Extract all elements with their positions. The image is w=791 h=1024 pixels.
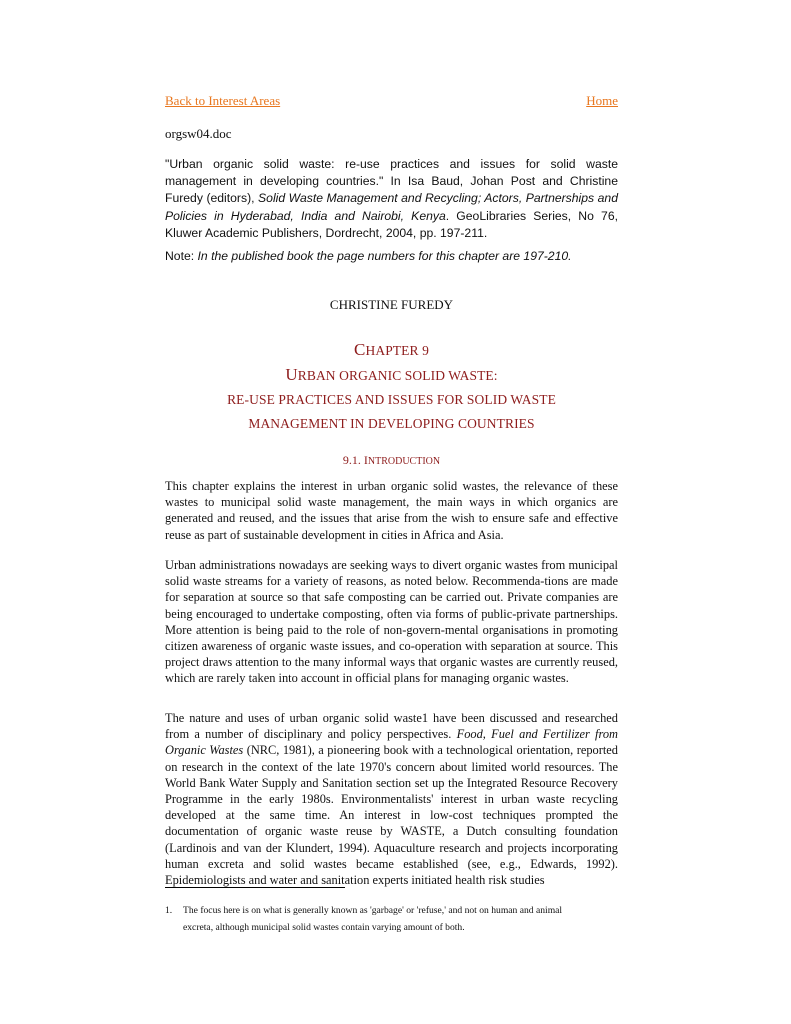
chapter-title-line-2: RE-USE PRACTICES AND ISSUES FOR SOLID WASTE: [227, 392, 556, 407]
page-number-note: [165, 248, 618, 265]
cited-book-title: Food, Fuel and Fertilizer from Organic Wastes: [165, 727, 619, 758]
note-label: Note:: [165, 249, 198, 263]
citation-book-title: Solid Waste Management and Recycling; Actors, Partnerships and Policies in Hyderabad, India and Nairobi, Kenya: [165, 191, 618, 223]
chapter-title-line-1: URBAN ORGANIC SOLID WASTE:: [285, 365, 498, 384]
chapter-title: [165, 338, 618, 436]
footnote-number: 1.: [165, 905, 173, 916]
footnote-divider: [165, 887, 345, 888]
footnote-line-1: The focus here is on what is generally known as 'garbage' or 'refuse,' and not on human and animal: [183, 905, 563, 916]
footnote-1: [165, 902, 618, 936]
note-text: In the published book the page numbers for this chapter are 197-210.: [197, 249, 572, 263]
navigation-row: [165, 92, 618, 110]
body-paragraph-2: Urban administrations nowadays are seeking ways to divert organic wastes from municipal solid waste streams for a variety of reasons, as noted below. Recommenda-tions are made for separation at source so that safe composting can be carried out. Private companies are being encouraged to undertake composting, often via forms of public-private partnerships. More attention is being paid to the role of non-govern-mental organisations in promoting citizen awareness of organic waste issues, and co-operation with separation at source. This project draws attention to the many informal ways that organic wastes are currently reused, which are rarely taken into account in official plans for managing organic wastes.: [165, 558, 618, 686]
citation-text-part2: . GeoLibraries Series, No 76, Kluwer Academic Publishers, Dordrecht, 2004, pp. 197-211.: [165, 208, 618, 240]
citation-paragraph: [165, 156, 618, 242]
chapter-title-line-3: MANAGEMENT IN DEVELOPING COUNTRIES: [248, 416, 535, 431]
back-to-interest-areas-link[interactable]: Back to Interest Areas: [165, 93, 281, 108]
document-filename: orgsw04.doc: [165, 126, 232, 141]
citation-text-part1: "Urban organic solid waste: re-use practices and issues for solid waste management in developing countries." In Isa Baud, Johan Post and Christine Furedy (editors),: [165, 157, 618, 206]
body-paragraph-3: The nature and uses of urban organic solid waste1 have been discussed and researched from a number of disciplinary and policy perspectives. Food, Fuel and Fertilizer from Organic Wastes (NRC, 1981), a pioneering book with a technological orientation, reported on research in the context of the late 1970's concern about limited world resources. The World Bank Water Supply and Sanitation section set up the Integrated Resource Recovery Programme in the early 1980s. Environmentalists' interest in urban waste recycling developed at the same time. An interest in low-cost techniques prompted the documentation of organic waste reuse by WASTE, a Dutch consulting foundation (Lardinois and van der Klundert, 1994). Aquaculture research and projects incorporating human excreta and solid wastes became established (see, e.g., Edwards, 1992). Epidemiologists and water and sanitation experts initiated health risk studies: [165, 711, 619, 888]
footnote-line-2: excreta, although municipal solid wastes contain varying amount of both.: [183, 922, 465, 933]
section-heading-introduction: 9.1. INTRODUCTION: [342, 453, 441, 467]
body-paragraph-1: This chapter explains the interest in urban organic solid wastes, the relevance of these wastes to municipal solid waste management, the main ways in which organics are generated and reused, and the issues that arise from the wish to ensure safe and effective reuse as part of sustainable development in cities in Africa and Asia.: [165, 479, 618, 542]
chapter-number: CHAPTER 9: [354, 340, 429, 359]
author-name: CHRISTINE FUREDY: [329, 297, 454, 312]
home-link[interactable]: Home: [586, 93, 618, 108]
